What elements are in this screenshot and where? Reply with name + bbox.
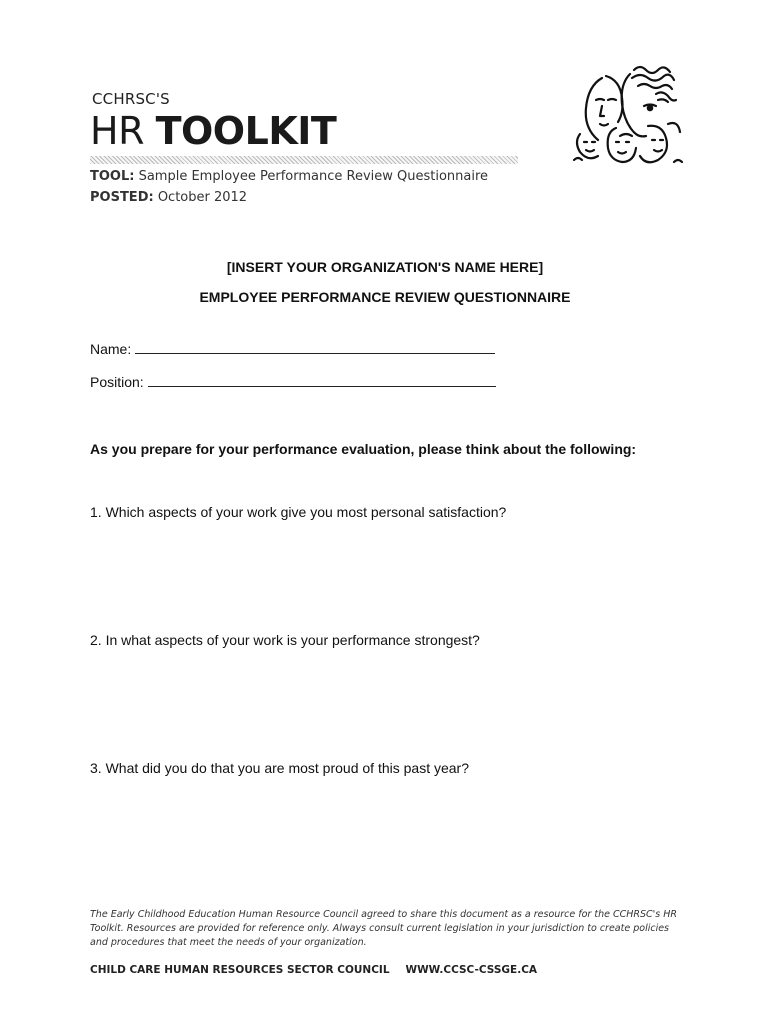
instructions-prompt: As you prepare for your performance evaluation, please think about the following: bbox=[90, 441, 637, 457]
brand-title-hr: HR bbox=[90, 109, 144, 153]
header-divider bbox=[90, 156, 518, 164]
name-field-row bbox=[90, 341, 495, 357]
name-label: Name: bbox=[90, 341, 132, 357]
question-2: 2. In what aspects of your work is your performance strongest? bbox=[90, 632, 480, 648]
tool-line bbox=[90, 169, 488, 184]
faces-illustration-icon bbox=[572, 64, 684, 168]
position-label: Position: bbox=[90, 374, 144, 390]
brand-title bbox=[90, 108, 336, 154]
tool-label: TOOL: bbox=[90, 169, 135, 184]
tool-value: Sample Employee Performance Review Questionnaire bbox=[138, 169, 489, 184]
document-title: EMPLOYEE PERFORMANCE REVIEW QUESTIONNAIRE bbox=[199, 289, 571, 305]
name-field[interactable] bbox=[135, 341, 495, 354]
posted-label: POSTED: bbox=[90, 190, 154, 205]
posted-value: October 2012 bbox=[157, 190, 248, 205]
organization-placeholder: [INSERT YOUR ORGANIZATION'S NAME HERE] bbox=[226, 259, 544, 275]
footer-website-link[interactable]: WWW.CCSC-CSSGE.CA bbox=[405, 964, 538, 976]
brand-title-toolkit: TOOLKIT bbox=[155, 109, 337, 153]
footer bbox=[90, 964, 537, 976]
brand-subtitle: CCHRSC'S bbox=[92, 90, 170, 108]
question-3: 3. What did you do that you are most proud of this past year? bbox=[90, 760, 469, 776]
position-field-row bbox=[90, 374, 496, 390]
position-field[interactable] bbox=[148, 374, 496, 387]
posted-line bbox=[90, 190, 247, 205]
question-1: 1. Which aspects of your work give you most personal satisfaction? bbox=[90, 504, 507, 520]
footer-council: CHILD CARE HUMAN RESOURCES SECTOR COUNCIL bbox=[90, 964, 390, 976]
disclaimer-text: The Early Childhood Education Human Resource Council agreed to share this document as a resource for the CCHRSC's HR Toolkit. Resources are provided for reference only. Always consult current legislation in your jurisdiction to create policies and procedures that meet the needs of your organization. bbox=[90, 909, 677, 948]
